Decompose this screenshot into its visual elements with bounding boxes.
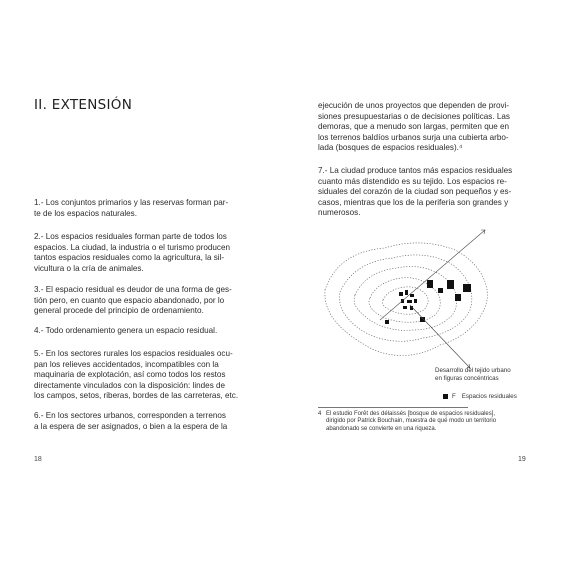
text-line: 3.- El espacio residual es deudor de una forma de ges- <box>34 285 232 294</box>
text-line: a la espera de ser asignados, o bien a la espera de la <box>34 421 228 431</box>
text-line: tantos espacios residuales como la agricultura, la sil- <box>34 253 225 263</box>
text-line: tión pero, en cuanto que espacio abandonado, por lo <box>34 295 225 305</box>
caption-line: en figuras concéntricas <box>435 375 499 382</box>
text-line: ejecución de unos proyectos que dependen de provi- <box>318 101 510 110</box>
text-line: general procede del principio de ordenamiento. <box>34 306 204 316</box>
text-line: te de los espacios naturales. <box>34 208 137 218</box>
text-line: lada (bosques de espacios residuales).⁴ <box>318 143 463 153</box>
paragraph-6 <box>34 411 227 432</box>
text-line: 5.- En los sectores rurales los espacios residuales ocu- <box>34 349 233 358</box>
paragraph-continued <box>318 101 510 154</box>
legend-letter: F <box>452 393 456 400</box>
right-page <box>285 0 570 570</box>
page-number: 19 <box>518 456 526 463</box>
text-line: casos, mientras que los de la periferia son grandes y <box>318 197 509 207</box>
footnote-line: abandonado se convierte en una riqueza. <box>326 425 437 432</box>
text-line: 6.- En los sectores urbanos, corresponden a terrenos <box>34 411 226 420</box>
contour-lines <box>325 243 488 356</box>
figure-legend <box>443 393 517 400</box>
page-number: 18 <box>34 456 42 463</box>
paragraph-7 <box>318 166 512 219</box>
text-line: directamente vinculados con la disposición: lindes de <box>34 380 226 390</box>
text-line: 1.- Los conjuntos primarios y las reservas forman par- <box>34 198 229 207</box>
text-line: 2.- Los espacios residuales forman parte de todos los <box>34 232 227 241</box>
caption-line: Desarrollo del tejido urbano <box>435 367 511 374</box>
footnote <box>318 411 496 433</box>
text-line: siones presupuestarias o de decisiones políticas. Las <box>318 111 510 121</box>
text-line: los campos, setos, riberas, bordes de las carreteras, etc. <box>34 391 239 401</box>
paragraph-3 <box>34 285 232 317</box>
text-line: maquinaria de explotación, así como todos los restos <box>34 370 226 380</box>
text-line: 4.- Todo ordenamiento genera un espacio residual. <box>34 326 218 335</box>
footnote-rule <box>318 407 468 408</box>
text-line: demoras, que a menudo son largas, permiten que en <box>318 122 510 132</box>
urban-concentric-map <box>315 220 505 380</box>
arrows <box>380 230 485 368</box>
paragraph-1 <box>34 198 228 219</box>
text-line: los terrenos baldíos urbanos surja una cubierta arbo- <box>318 132 509 142</box>
text-line: numerosos. <box>318 208 361 218</box>
text-line: vicultura o la cría de animales. <box>34 263 144 273</box>
paragraph-2 <box>34 232 230 274</box>
paragraph-5 <box>34 349 238 402</box>
text-line: cuanto más distendido es su tejido. Los espacios re- <box>318 176 507 186</box>
text-line: pan los relieves accidentados, incompatibles con la <box>34 359 219 369</box>
legend-label: Espacios residuales <box>461 393 517 400</box>
legend-swatch <box>443 394 448 399</box>
paragraph-4 <box>34 326 217 337</box>
footnote-number: 4 <box>318 411 322 417</box>
chapter-heading: II. EXTENSIÓN <box>34 97 133 113</box>
footnote-line: dirigido por Patrick Bouchain, muestra de qué modo un territorio <box>326 418 497 425</box>
footnote-line: El estudio Forêt des délaissés [bosque de espacios residuales], <box>326 411 496 417</box>
figure-caption <box>435 367 511 383</box>
text-line: 7.- La ciudad produce tantos más espacios residuales <box>318 166 513 175</box>
residual-spaces <box>385 280 471 324</box>
text-line: espacios. La ciudad, la industria o el turismo producen <box>34 242 231 252</box>
text-line: siduales del corazón de la ciudad son pequeños y es- <box>318 187 512 197</box>
